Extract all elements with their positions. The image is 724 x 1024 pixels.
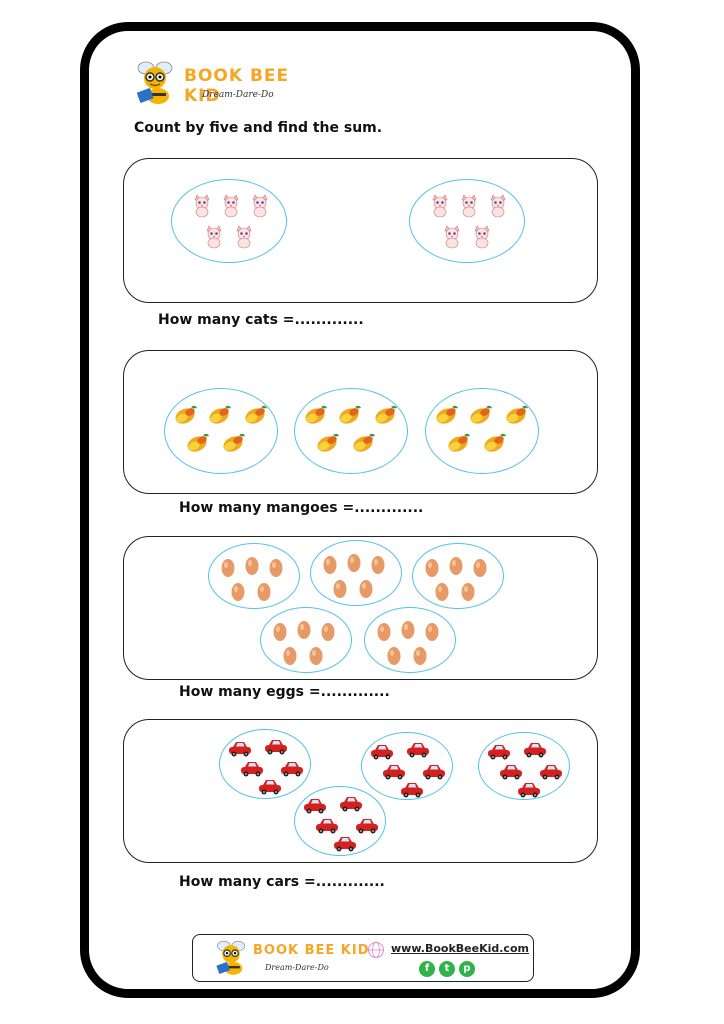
egg-icon	[347, 553, 361, 577]
cat-icon	[472, 225, 492, 253]
mangoes-group-2	[294, 388, 408, 474]
mango-icon	[243, 403, 269, 429]
car-icon	[517, 781, 541, 802]
egg-icon	[435, 582, 449, 606]
car-icon	[422, 763, 446, 784]
eggs-group-2	[310, 540, 402, 606]
mango-icon	[303, 403, 329, 429]
car-icon	[355, 817, 379, 838]
facebook-icon[interactable]: f	[419, 961, 435, 977]
footer-banner	[192, 934, 534, 982]
egg-icon	[425, 558, 439, 582]
egg-icon	[257, 582, 271, 606]
brand-tagline: Dream-Dare-Do	[202, 90, 274, 100]
cat-icon	[250, 194, 270, 222]
eggs-group-5	[364, 607, 456, 673]
mango-icon	[315, 431, 341, 457]
cars-group-2	[361, 732, 453, 800]
cars-group-3	[478, 732, 570, 800]
car-icon	[406, 741, 430, 762]
cat-icon	[204, 225, 224, 253]
egg-icon	[377, 622, 391, 646]
mangoes-group-1	[164, 388, 278, 474]
mango-icon	[504, 403, 530, 429]
egg-icon	[401, 620, 415, 644]
egg-icon	[323, 555, 337, 579]
cat-icon	[442, 225, 462, 253]
instruction-text: Count by five and find the sum.	[134, 120, 383, 136]
cats-group-1	[171, 179, 287, 263]
car-icon	[333, 835, 357, 856]
mango-icon	[185, 431, 211, 457]
mangoes-group-3	[425, 388, 539, 474]
cars-question: How many cars =.............	[179, 874, 385, 890]
twitter-icon[interactable]: t	[439, 961, 455, 977]
mangoes-panel	[123, 350, 598, 494]
cat-icon	[192, 194, 212, 222]
footer-tagline: Dream-Dare-Do	[265, 963, 329, 972]
egg-icon	[283, 646, 297, 670]
egg-icon	[413, 646, 427, 670]
egg-icon	[221, 558, 235, 582]
bee-mascot-icon	[211, 938, 251, 978]
eggs-group-4	[260, 607, 352, 673]
mango-icon	[207, 403, 233, 429]
eggs-panel	[123, 536, 598, 680]
mango-icon	[351, 431, 377, 457]
car-icon	[258, 778, 282, 799]
egg-icon	[425, 622, 439, 646]
eggs-group-1	[208, 543, 300, 609]
egg-icon	[473, 558, 487, 582]
header-logo	[130, 58, 310, 108]
egg-icon	[359, 579, 373, 603]
egg-icon	[309, 646, 323, 670]
egg-icon	[231, 582, 245, 606]
mango-icon	[446, 431, 472, 457]
car-icon	[523, 741, 547, 762]
bee-mascot-icon	[130, 58, 180, 108]
car-icon	[400, 781, 424, 802]
cars-group-1	[219, 729, 311, 799]
mango-icon	[434, 403, 460, 429]
egg-icon	[245, 556, 259, 580]
car-icon	[539, 763, 563, 784]
mango-icon	[173, 403, 199, 429]
pinterest-icon[interactable]: p	[459, 961, 475, 977]
car-icon	[280, 760, 304, 781]
egg-icon	[273, 622, 287, 646]
cars-panel	[123, 719, 598, 863]
cat-icon	[488, 194, 508, 222]
car-icon	[264, 738, 288, 759]
cars-group-4	[294, 786, 386, 856]
cats-group-2	[409, 179, 525, 263]
mango-icon	[468, 403, 494, 429]
eggs-question: How many eggs =.............	[179, 684, 390, 700]
footer-brand-name: BOOK BEE KID	[253, 943, 370, 958]
cat-icon	[221, 194, 241, 222]
mangoes-question: How many mangoes =.............	[179, 500, 424, 516]
car-icon	[487, 743, 511, 764]
egg-icon	[333, 579, 347, 603]
brand-name: BOOK BEE KID	[184, 66, 290, 106]
egg-icon	[297, 620, 311, 644]
car-icon	[339, 795, 363, 816]
car-icon	[303, 797, 327, 818]
globe-icon	[367, 941, 385, 959]
cats-question: How many cats =.............	[158, 312, 364, 328]
egg-icon	[449, 556, 463, 580]
cat-icon	[430, 194, 450, 222]
egg-icon	[269, 558, 283, 582]
mango-icon	[482, 431, 508, 457]
egg-icon	[321, 622, 335, 646]
egg-icon	[387, 646, 401, 670]
car-icon	[228, 740, 252, 761]
cat-icon	[459, 194, 479, 222]
mango-icon	[373, 403, 399, 429]
mango-icon	[221, 431, 247, 457]
eggs-group-3	[412, 543, 504, 609]
car-icon	[370, 743, 394, 764]
egg-icon	[461, 582, 475, 606]
egg-icon	[371, 555, 385, 579]
cat-icon	[234, 225, 254, 253]
website-link[interactable]: www.BookBeeKid.com	[391, 942, 529, 955]
cats-panel	[123, 158, 598, 303]
mango-icon	[337, 403, 363, 429]
